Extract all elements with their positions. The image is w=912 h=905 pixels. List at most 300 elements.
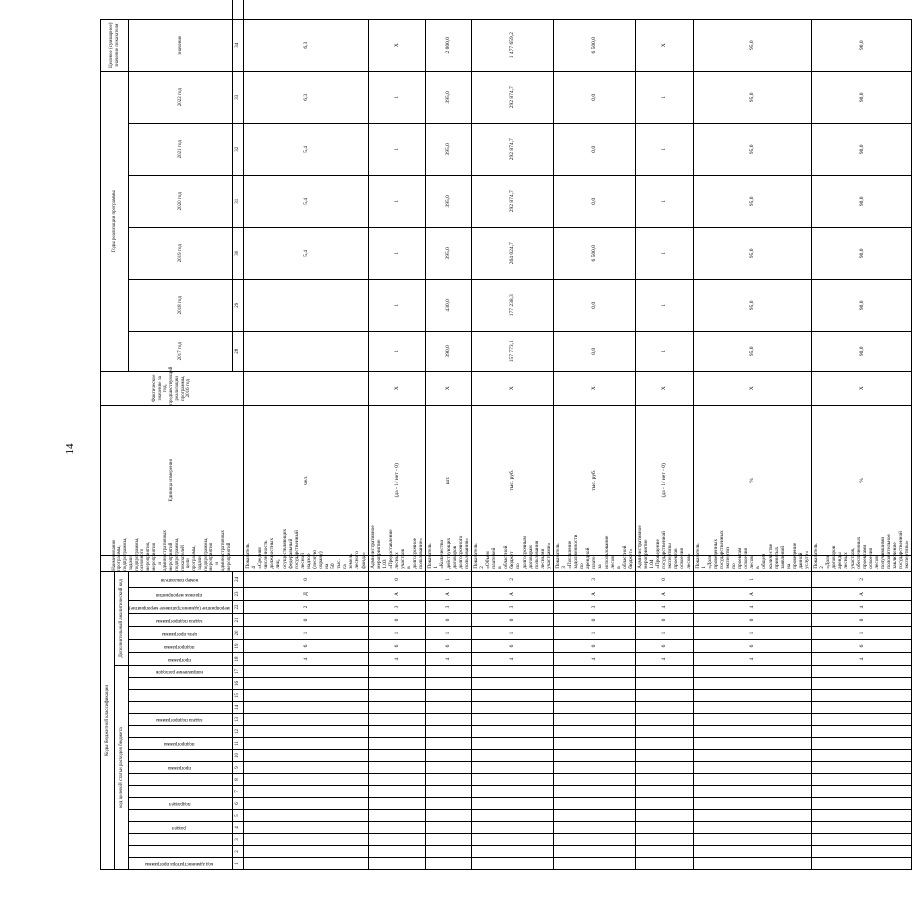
code-cell <box>426 714 472 726</box>
table-row <box>812 0 912 870</box>
code-cell <box>553 666 635 678</box>
add-code-cell-text: 4 <box>693 601 811 614</box>
year-value-cell-text: 1 <box>635 175 693 227</box>
year-value-cell-text: 95,0 <box>693 279 811 331</box>
year-value-cell-text: 1 <box>635 331 693 371</box>
column-number-text: 13 <box>233 714 244 726</box>
code-cell <box>553 678 635 690</box>
year-col-header-text: 2020 год <box>129 175 233 227</box>
year-value-cell-text <box>244 279 369 331</box>
fact-cell-text: Х <box>812 371 912 405</box>
header-row <box>101 0 115 870</box>
unit-cell-text: тыс. руб. <box>471 405 553 555</box>
year-value-cell-text: 90,0 <box>812 227 912 279</box>
add-code-cell-text: 4 <box>693 653 811 666</box>
year-value-cell-text <box>244 331 369 371</box>
year-value-cell-text: 390,0 <box>426 331 472 371</box>
program-indicators-table <box>100 0 912 870</box>
column-number-text: 20 <box>233 627 244 640</box>
code-cell <box>368 858 426 870</box>
year-value-cell-text: 1 <box>368 227 426 279</box>
add-code-cell-text: 2 <box>812 571 912 587</box>
additional-code-header-text: Дополнительный аналитический код <box>115 571 129 665</box>
add-col-header-text: программа <box>167 656 191 662</box>
add-code-cell-text: 6 <box>426 640 472 653</box>
add-code-cell-text: 6 <box>812 640 912 653</box>
table-row <box>368 0 426 870</box>
code-cell <box>426 798 472 810</box>
code-cell <box>693 846 811 858</box>
column-number-text: 12 <box>233 726 244 738</box>
indicator-col-header-text: Наименование программы, подпрограммы, задачи подпрограммы, основного мероприятия, мероприятия и административных мероприятий подпрограммы, показателей цели программы, задачи подпрограммы, мероприятия и административных мероприятий <box>101 555 244 571</box>
add-code-cell-text: 1 <box>812 627 912 640</box>
add-code-cell-text: 0 <box>553 640 635 653</box>
year-value-cell-text: 1 <box>368 279 426 331</box>
add-col-header-text: задача подпрограммы <box>156 617 203 623</box>
code-cell <box>553 702 635 714</box>
code-cell <box>471 738 553 750</box>
year-value-cell-text: 90,0 <box>812 71 912 123</box>
column-number-text: 3 <box>233 834 244 846</box>
column-number-text: 10 <box>233 750 244 762</box>
add-col-header <box>129 653 233 666</box>
code-cell <box>635 702 693 714</box>
code-col-header-text: подпрограмма <box>164 741 195 747</box>
year-value-cell-text: 95,0 <box>693 71 811 123</box>
column-number-text: 19 <box>233 640 244 653</box>
code-cell <box>553 762 635 774</box>
code-cell <box>553 834 635 846</box>
unit-cell-text: тыс. руб. <box>553 405 635 555</box>
add-col-header <box>129 588 233 601</box>
column-number-text: 21 <box>233 614 244 627</box>
code-cell <box>471 702 553 714</box>
year-value-cell-text: 0,0 <box>553 123 635 175</box>
code-cell <box>553 750 635 762</box>
code-cell <box>553 786 635 798</box>
code-cell <box>244 822 369 834</box>
column-number-text: 22 <box>233 601 244 614</box>
code-cell <box>368 834 426 846</box>
code-col-header <box>129 834 233 846</box>
column-number-text: 18 <box>233 653 244 666</box>
code-cell <box>368 666 426 678</box>
code-cell <box>426 846 472 858</box>
year-value-cell-text: 292 874,7 <box>471 175 553 227</box>
code-col-header <box>129 846 233 858</box>
code-cell <box>426 690 472 702</box>
code-col-header-text: задача подпрограммы <box>156 717 203 723</box>
add-code-cell-text: 0 <box>553 614 635 627</box>
code-cell <box>426 762 472 774</box>
code-cell <box>368 786 426 798</box>
year-value-cell-text: 1 <box>635 227 693 279</box>
code-cell <box>426 786 472 798</box>
code-cell <box>553 726 635 738</box>
column-number-text: 33 <box>233 71 244 123</box>
final-value-cell-text: 6,3 <box>244 19 369 71</box>
year-value-cell-text: 90,0 <box>812 279 912 331</box>
fact-cell-text: Х <box>368 371 426 405</box>
code-col-header <box>129 786 233 798</box>
code-cell <box>471 678 553 690</box>
final-value-cell-text: 2 000,0 <box>426 19 472 71</box>
year-value-cell-text: 6 500,0 <box>553 227 635 279</box>
column-number-text <box>233 0 244 19</box>
year-value-cell-text: 1 <box>368 71 426 123</box>
add-code-cell-text: 6 <box>693 640 811 653</box>
code-col-header <box>129 762 233 774</box>
code-cell <box>812 714 912 726</box>
code-cell <box>553 690 635 702</box>
column-number-text: 8 <box>233 774 244 786</box>
column-number-text: 32 <box>233 123 244 175</box>
add-col-header-text: признак мероприятия <box>156 591 203 597</box>
add-col-header <box>129 614 233 627</box>
column-number-text: 11 <box>233 738 244 750</box>
final-col-header-text: Целевое (суммарное) значение показателя <box>101 19 129 71</box>
code-cell <box>244 786 369 798</box>
code-cell <box>812 846 912 858</box>
code-cell <box>635 810 693 822</box>
code-cell <box>693 822 811 834</box>
add-code-cell-text: 0 <box>368 614 426 627</box>
year-value-cell-text: 395,0 <box>426 123 472 175</box>
final-value-header-text: значение <box>129 19 233 71</box>
year-value-cell-text: 95,0 <box>693 227 811 279</box>
table-row <box>635 0 693 870</box>
code-col-header-text: подраздел <box>168 801 191 807</box>
code-cell <box>812 786 912 798</box>
add-code-cell-text: 4 <box>426 653 472 666</box>
code-cell <box>693 714 811 726</box>
unit-cell-text: % <box>812 405 912 555</box>
code-cell <box>244 834 369 846</box>
code-cell <box>812 858 912 870</box>
code-cell <box>368 822 426 834</box>
code-cell <box>693 858 811 870</box>
add-col-header-text: подпрограмма <box>164 643 195 649</box>
code-cell <box>635 762 693 774</box>
code-cell <box>693 798 811 810</box>
year-value-cell-text: 395,0 <box>426 227 472 279</box>
codes-group-header-text: Коды бюджетной классификации <box>101 571 115 869</box>
code-cell <box>635 774 693 786</box>
code-cell <box>471 714 553 726</box>
column-number-text: 15 <box>233 690 244 702</box>
year-value-cell-text: 292 874,7 <box>471 71 553 123</box>
add-code-cell-text: 4 <box>812 601 912 614</box>
year-value-cell-text: 395,0 <box>426 71 472 123</box>
add-code-cell-text: 4 <box>553 653 635 666</box>
table-row <box>553 0 635 870</box>
code-cell <box>244 750 369 762</box>
year-value-cell-text: 395,0 <box>426 175 472 227</box>
code-cell <box>553 810 635 822</box>
column-number-text: 2 <box>233 846 244 858</box>
add-col-header <box>129 640 233 653</box>
code-cell <box>368 702 426 714</box>
add-code-cell-text: А <box>635 588 693 601</box>
add-code-cell-text: 1 <box>693 571 811 587</box>
code-cell <box>426 702 472 714</box>
add-code-cell-text: 0 <box>812 614 912 627</box>
code-cell <box>368 846 426 858</box>
add-code-cell-text: 1 <box>244 627 369 640</box>
code-cell <box>693 666 811 678</box>
indicator-name-cell-text: Показатель 2 «Объем платежей в областной бюджет по долгосрочным договорам пользования лесными участками» <box>471 555 553 571</box>
code-cell <box>635 666 693 678</box>
year-col-header-text: 2022 год <box>129 71 233 123</box>
indicator-name-cell-text: Показатель 1 «Количество действующих договоров долгосрочного пользования» <box>426 555 472 571</box>
code-cell <box>426 726 472 738</box>
indicator-name-cell-text: Показатель 3 «Погашение задолженности по арендной плате за использование лесов в областной бюджет» <box>553 555 635 571</box>
code-cell <box>244 702 369 714</box>
code-cell <box>471 810 553 822</box>
table-row <box>693 0 811 870</box>
code-cell <box>244 798 369 810</box>
year-value-cell-text: 1 <box>368 123 426 175</box>
final-value-cell-text: 95,0 <box>693 19 811 71</box>
code-cell <box>471 858 553 870</box>
code-cell <box>812 762 912 774</box>
code-cell <box>471 846 553 858</box>
year-value-cell-text: 1 <box>635 71 693 123</box>
add-code-cell-text: 1 <box>368 627 426 640</box>
code-cell <box>553 714 635 726</box>
year-value-cell-text: 0,0 <box>553 331 635 371</box>
year-value-cell-text: 0,0 <box>553 71 635 123</box>
year-col-header-text: 2021 год <box>129 123 233 175</box>
column-number-text: 1 <box>233 858 244 870</box>
column-number-text: 17 <box>233 666 244 678</box>
code-cell <box>635 798 693 810</box>
add-code-cell-text: 0 <box>244 614 369 627</box>
code-cell <box>693 690 811 702</box>
year-col-header-text: 2019 год <box>129 227 233 279</box>
column-number-text: 31 <box>233 175 244 227</box>
code-cell <box>812 798 912 810</box>
code-col-header <box>129 678 233 690</box>
add-code-cell-text: Д <box>244 588 369 601</box>
fact-cell-text <box>244 371 369 405</box>
code-cell <box>635 690 693 702</box>
code-cell <box>244 762 369 774</box>
code-cell <box>693 702 811 714</box>
code-col-header-text: раздел <box>172 825 187 831</box>
code-cell <box>368 810 426 822</box>
year-value-cell-text: 430,0 <box>426 279 472 331</box>
add-code-cell-text: 4 <box>244 653 369 666</box>
year-value-cell-text: 292 874,7 <box>471 123 553 175</box>
code-cell <box>244 846 369 858</box>
code-cell <box>471 762 553 774</box>
code-cell <box>635 726 693 738</box>
year-value-cell-text: 5,4 <box>244 175 369 227</box>
code-cell <box>368 678 426 690</box>
code-col-header-text: программа <box>167 765 191 771</box>
add-code-cell-text: 3 <box>368 601 426 614</box>
unit-cell-text: (да - 1/ нет - 0) <box>368 405 426 555</box>
year-value-cell-text: 0,0 <box>553 175 635 227</box>
code-cell <box>244 726 369 738</box>
year-col-header-text: 2017 год <box>129 331 233 371</box>
column-number-text: 7 <box>233 786 244 798</box>
code-cell <box>693 834 811 846</box>
code-cell <box>244 810 369 822</box>
code-cell <box>426 666 472 678</box>
code-cell <box>368 774 426 786</box>
add-code-cell-text: 3 <box>553 601 635 614</box>
year-value-cell-text: 5,4 <box>244 123 369 175</box>
column-number-text: 34 <box>233 19 244 71</box>
code-cell <box>553 858 635 870</box>
year-value-cell-text: 177 238,3 <box>471 279 553 331</box>
code-cell <box>635 846 693 858</box>
code-cell <box>635 678 693 690</box>
fact-cell-text: Х <box>553 371 635 405</box>
code-col-header <box>129 822 233 834</box>
add-col-header <box>129 601 233 614</box>
add-code-cell-text: 0 <box>693 614 811 627</box>
code-cell <box>812 666 912 678</box>
table-row <box>471 0 553 870</box>
code-cell <box>812 690 912 702</box>
year-value-cell-text: 1 <box>368 331 426 371</box>
code-cell <box>693 738 811 750</box>
add-code-cell-text: 1 <box>471 627 553 640</box>
code-cell <box>471 690 553 702</box>
code-cell <box>635 786 693 798</box>
code-cell <box>812 810 912 822</box>
code-cell <box>471 750 553 762</box>
unit-cell-text: шт. <box>426 405 472 555</box>
add-code-cell-text: 1 <box>635 627 693 640</box>
code-cell <box>244 714 369 726</box>
add-code-cell-text: 4 <box>471 653 553 666</box>
code-cell <box>812 750 912 762</box>
code-col-header <box>129 750 233 762</box>
add-code-cell-text: А <box>553 588 635 601</box>
add-code-cell-text: 3 <box>553 571 635 587</box>
code-cell <box>426 834 472 846</box>
add-code-cell-text: 3 <box>471 601 553 614</box>
code-cell <box>368 750 426 762</box>
code-cell <box>693 750 811 762</box>
add-code-cell-text: 3 <box>426 601 472 614</box>
code-cell <box>471 798 553 810</box>
add-col-header-text: цель программы <box>161 630 197 636</box>
column-number-text: 24 <box>233 571 244 587</box>
code-cell <box>635 738 693 750</box>
add-code-cell-text: 2 <box>244 601 369 614</box>
indicator-name-cell-text: Показатель 2 «Доля договоров аренды лесных участков, обеспеченных проектами освоения лесов, получившими положительное заключение государственной экспертизы» <box>812 555 912 571</box>
unit-cell-text: % <box>693 405 811 555</box>
final-value-cell-text: 1 477 659,2 <box>471 19 553 71</box>
year-value-cell-text: 6,3 <box>244 71 369 123</box>
year-value-cell-text: 1 <box>368 175 426 227</box>
code-cell <box>426 750 472 762</box>
add-code-cell-text: 6 <box>635 640 693 653</box>
add-code-cell-text: 1 <box>426 571 472 587</box>
unit-cell-text: чел. <box>244 405 369 555</box>
add-code-cell-text: 0 <box>471 614 553 627</box>
fact-cell-text: Х <box>426 371 472 405</box>
add-code-cell-text: 6 <box>368 640 426 653</box>
code-cell <box>471 822 553 834</box>
final-value-cell-text: 6 500,0 <box>553 19 635 71</box>
code-cell <box>693 678 811 690</box>
program-table-sheet <box>100 22 911 870</box>
year-value-cell-text: 90,0 <box>812 331 912 371</box>
code-cell <box>635 714 693 726</box>
column-number-text: 9 <box>233 762 244 774</box>
code-cell <box>368 762 426 774</box>
indicator-name-cell-text: Показатель 4 «Средняя численность должностных лиц, осуществляющих федеральный государственный лесной надзор (лесную охрану) на 50 тыс. га земель лесного фонда» <box>244 555 369 571</box>
add-code-cell-text: 0 <box>635 571 693 587</box>
year-value-cell-text: 90,0 <box>812 123 912 175</box>
year-value-cell-text: 95,0 <box>693 175 811 227</box>
code-col-header <box>129 702 233 714</box>
add-code-cell-text: 4 <box>635 653 693 666</box>
code-cell <box>368 738 426 750</box>
final-value-cell-text: Х <box>368 19 426 71</box>
code-cell <box>812 738 912 750</box>
code-cell <box>812 678 912 690</box>
column-number-text: 6 <box>233 798 244 810</box>
code-cell <box>693 774 811 786</box>
add-code-cell-text: 1 <box>426 627 472 640</box>
code-cell <box>426 810 472 822</box>
code-col-header-text: код администратора программы <box>145 861 214 867</box>
year-value-cell-text: 264 024,7 <box>471 227 553 279</box>
fact-cell-text: Х <box>693 371 811 405</box>
code-cell <box>244 690 369 702</box>
final-value-cell-text: Х <box>635 19 693 71</box>
column-number-text: 30 <box>233 227 244 279</box>
code-cell <box>553 738 635 750</box>
code-cell <box>368 726 426 738</box>
code-cell <box>244 666 369 678</box>
code-cell <box>693 762 811 774</box>
code-col-header <box>129 726 233 738</box>
code-col-header <box>129 714 233 726</box>
years-group-header-text: Годы реализации программы <box>101 71 129 371</box>
code-cell <box>693 810 811 822</box>
code-cell <box>635 822 693 834</box>
table-row <box>244 0 369 870</box>
code-cell <box>244 858 369 870</box>
unit-col-header-text: Единица измерения <box>101 405 244 555</box>
add-code-cell-text: 6 <box>471 640 553 653</box>
add-code-cell-text: 4 <box>368 653 426 666</box>
kbk-group-header-text: код целевой статьи расходов бюджета <box>115 666 129 870</box>
column-number-text: 14 <box>233 702 244 714</box>
year-value-cell-text: 157 773,1 <box>471 331 553 371</box>
add-code-cell-text: 0 <box>368 571 426 587</box>
column-number-text: 28 <box>233 331 244 371</box>
code-cell <box>244 678 369 690</box>
add-code-cell-text: 0 <box>426 614 472 627</box>
code-cell <box>368 798 426 810</box>
add-code-cell-text: 4 <box>812 653 912 666</box>
year-value-cell-text: 0,0 <box>553 279 635 331</box>
year-value-cell-text: 1 <box>635 279 693 331</box>
code-col-header <box>129 738 233 750</box>
add-code-cell-text: А <box>426 588 472 601</box>
code-cell <box>426 738 472 750</box>
column-number-text: 16 <box>233 678 244 690</box>
